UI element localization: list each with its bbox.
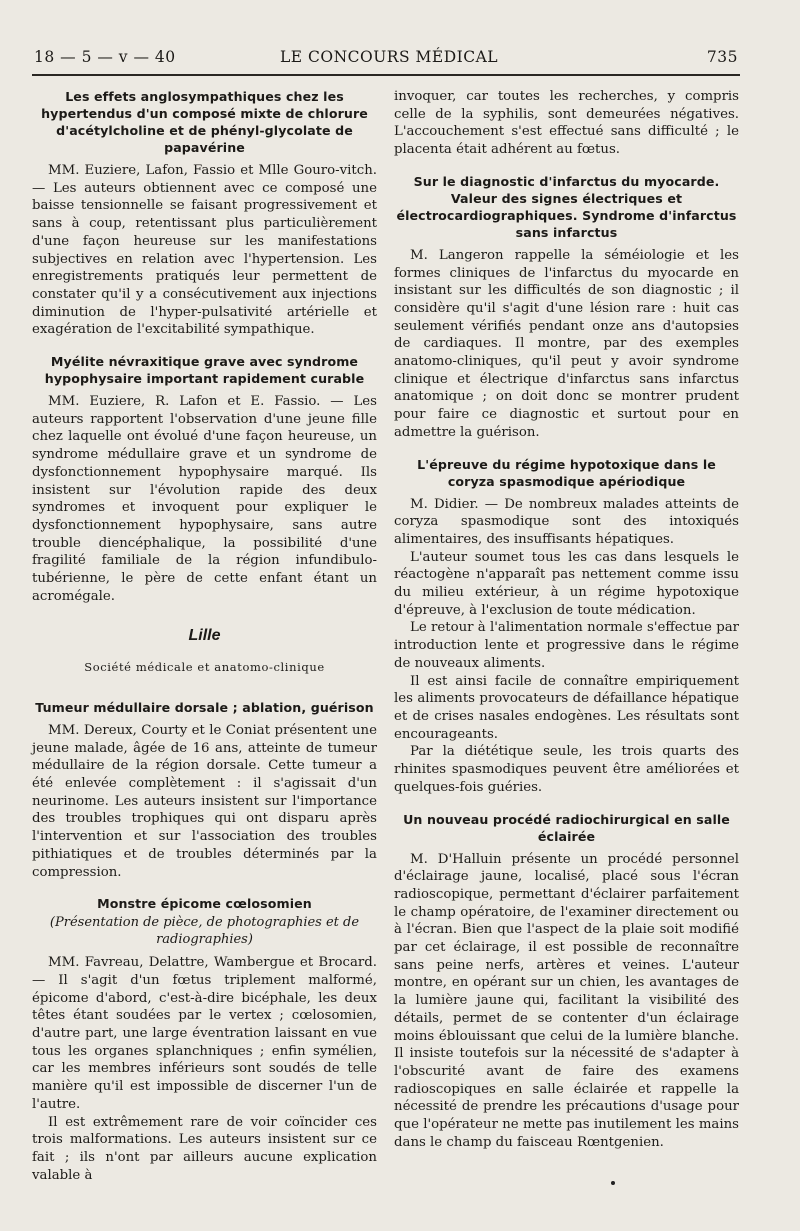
article-title: Les effets anglosympathiques chez les hypertendus d'un composé mixte de chlorure d'acétylcholine et de phényl-glycolate de papavérine bbox=[41, 89, 368, 155]
article-paragraph: Le retour à l'alimentation normale s'effectue par introduction lente et progressive dans le régime de nouveaux aliments. bbox=[394, 620, 739, 671]
page-number: 735 bbox=[706, 48, 738, 66]
article-paragraph: M. D'Halluin présente un procédé personnel d'éclairage jaune, localisé, placé sous l'écran radioscopique, permettant d'éclairer parfaitement le champ opératoire, de l'examiner directement ou à l'écran. Bien que l'aspect de la plaie soit modifié par cet éclairage, il est possible de reconnaître sans peine nerfs, artères et veines. L'auteur montre, en opérant sur un chien, les avantages de la lumière jaune qui, facilitant la visibilité des détails, permet de se contenter d'un éclairage moins éblouissant que celui de la lumière blanche. Il insiste toutefois sur la nécessité de s'adapter à l'obscurité avant de faire des examens radioscopiques en salle éclairée et rappelle la nécessité de prendre les précautions d'usage pour que l'opérateur ne mette pas inutilement les mains dans le champ du faisceau Rœntgenien. bbox=[394, 851, 739, 1150]
article-paragraph: Par la diététique seule, les trois quarts des rhinites spasmodiques peuvent être améliorées et quelques-fois guéries. bbox=[394, 744, 739, 795]
ink-dot bbox=[611, 1181, 615, 1185]
article-subtitle: (Présentation de pièce, de photographies et de radiographies) bbox=[49, 915, 360, 948]
page-header bbox=[34, 48, 738, 72]
article-title: Tumeur médullaire dorsale ; ablation, guérison bbox=[35, 699, 374, 715]
society-heading: Société médicale et anatomo-clinique bbox=[84, 660, 325, 675]
article-paragraph: MM. Euziere, Lafon, Fassio et Mlle Gouro-vitch. — Les auteurs obtiennent avec ce composé une baisse tensionnelle se faisant progressivement et sans à coup, retentissant plus particulièrement d'une façon heureuse sur les manifestations subjectives en relation avec l'hypertension. Les enregistrements pratiqués leur permettent de constater qu'il y a consécutivement aux injections diminution de l'hyper-pulsativité artérielle et exagération de l'excitabilité sympathique. bbox=[32, 163, 377, 338]
article-paragraph: MM. Dereux, Courty et le Coniat présentent une jeune malade, âgée de 16 ans, atteinte de tumeur médullaire de la région dorsale. Cette tumeur a été enlevée complètement : il s'agissait d'un neurinome. Les auteurs insistent sur l'importance des troubles trophiques qui ont disparu après l'intervention et sur l'association des troubles pithiatiques et de troubles déterminés par la compression. bbox=[32, 722, 377, 880]
article-paragraph: Il est extrêmement rare de voir coïncider ces trois malformations. Les auteurs insistent sur ce fait ; ils n'ont par ailleurs aucune explication valable à bbox=[32, 1114, 377, 1183]
left-column bbox=[32, 88, 377, 1184]
article-title: Sur le diagnostic d'infarctus du myocarde. Valeur des signes électriques et électrocardiographiques. Syndrome d'infarctus sans infarctus bbox=[396, 173, 737, 240]
article-title: L'épreuve du régime hypotoxique dans le coryza spasmodique apériodique bbox=[417, 456, 716, 489]
article-title: Myélite névraxitique grave avec syndrome hypophysaire important rapidement curable bbox=[44, 354, 365, 387]
article-paragraph: Il est ainsi facile de connaître empiriquement les aliments provocateurs de défaillance hépatique et de crises nasales endogènes. Les résultats sont encourageants. bbox=[394, 673, 739, 742]
issue-date: 18 — 5 — v — 40 bbox=[34, 48, 176, 66]
journal-title: LE CONCOURS MÉDICAL bbox=[280, 48, 499, 66]
article-title: Monstre épicome cœlosomien bbox=[97, 896, 312, 912]
article-paragraph: L'auteur soumet tous les cas dans lesquels le réactogène n'apparaît pas nettement comme issu du milieu extérieur, à un régime hypotoxique d'épreuve, à l'exclusion de toute médication. bbox=[394, 549, 739, 618]
article-paragraph: M. Didier. — De nombreux malades atteints de coryza spasmodique sont des intoxiqués alimentaires, des insuffisants hépatiques. bbox=[394, 496, 739, 547]
city-heading: Lille bbox=[188, 627, 221, 645]
right-column bbox=[394, 88, 739, 1151]
article-paragraph: M. Langeron rappelle la séméiologie et les formes cliniques de l'infarctus du myocarde en insistant sur les difficultés de son diagnostic ; il considère qu'il s'agit d'une lésion rare : huit cas seulement vérifiés pendant onze ans d'autopsies de cardiaques. Il montre, par des exemples anatomo-cliniques, qu'il peut y avoir syndrome clinique et électrique d'infarctus sans infarctus anatomique ; on doit donc se montrer prudent pour faire ce diagnostic et surtout pour en admettre la guérison. bbox=[394, 247, 739, 440]
header-rule bbox=[32, 74, 740, 76]
article-paragraph: MM. Favreau, Delattre, Wambergue et Brocard. — Il s'agit d'un fœtus triplement malformé, épicome d'abord, c'est-à-dire bicéphale, les deux têtes étant soudées par le vertex ; cœlosomien, d'autre part, une large éventration laissant en vue tous les organes splanchniques ; enfin symélien, car les membres inférieurs sont soudés de telle manière qu'il est impossible de discerner l'un de l'autre. bbox=[32, 955, 377, 1112]
article-continuation: invoquer, car toutes les recherches, y compris celle de la syphilis, sont demeurées négatives. L'accouchement s'est effectué sans difficulté ; le placenta était adhérent au fœtus. bbox=[394, 89, 739, 158]
article-paragraph: MM. Euziere, R. Lafon et E. Fassio. — Les auteurs rapportent l'observation d'une jeune fille chez laquelle ont évolué d'une façon heureuse, un syndrome médullaire grave et un syndrome de dysfonctionnement hypophysaire marqué. Ils insistent sur l'évolution rapide des deux syndromes et invoquent pour expliquer le dysfonctionnement hypophysaire, sans autre trouble diencéphalique, la possibilité d'une fragilité familiale de la région infundibulo-tubérienne, le père de cette enfant étant un acromégale. bbox=[32, 394, 377, 604]
article-title: Un nouveau procédé radiochirurgical en salle éclairée bbox=[403, 811, 730, 844]
